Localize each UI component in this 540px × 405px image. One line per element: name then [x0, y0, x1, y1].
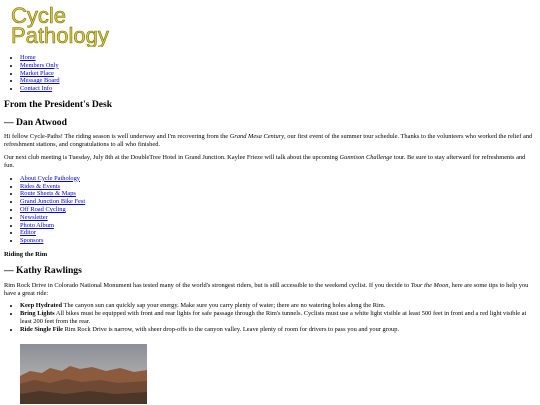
- link-photo-album[interactable]: Photo Album: [20, 221, 54, 229]
- grand-mesa-century-title: Grand Mesa Century: [229, 133, 285, 141]
- president-p1-text-b: , our first event of the summer tour schedule. Thanks to the volunteers who worked the relief and refreshment stations, and congratulations to all who finished.: [4, 133, 533, 149]
- link-item: [20, 206, 536, 214]
- link-editor[interactable]: Editor: [20, 229, 36, 237]
- nav-item: [20, 77, 536, 85]
- rim-intro-text-a: Rim Rock Drive in Colorado National Monument has tested many of the world's strongest riders, but is still accessible to the weekend cyclist. If you decide to: [4, 281, 411, 289]
- president-paragraph-2: [4, 154, 536, 170]
- link-item: [20, 229, 536, 237]
- nav-link-contact-info[interactable]: Contact Info: [20, 85, 53, 93]
- main-nav: [4, 54, 536, 93]
- nav-link-market-place[interactable]: Market Place: [20, 69, 54, 77]
- president-p2-text-a: Our next club meeting is Tuesday, July 8th at the DoubleTree Hotel in Grand Junction. Kaylee Frieze will talk about the upcoming: [4, 154, 340, 162]
- logo-line-2: Pathology: [11, 23, 109, 47]
- link-route-sheets[interactable]: Route Sheets & Maps: [20, 190, 76, 198]
- rim-intro: [4, 282, 536, 298]
- tip-item: [20, 302, 536, 310]
- link-sponsors[interactable]: Sponsors: [20, 237, 44, 245]
- tip-text: All bikes must be equipped with front and rear lights for safe passage through the Rim's tunnels. Cyclists must use a white light visible at least 500 feet in front and a red light visible at least 200 feet from the rear.: [20, 310, 527, 326]
- link-newsletter[interactable]: Newsletter: [20, 213, 48, 221]
- site-links: [4, 175, 536, 245]
- president-p2-text-b: tour. Be sure to stay afterward for refreshments and fun.: [4, 154, 526, 169]
- link-off-road[interactable]: Off Road Cycling: [20, 205, 66, 213]
- tour-the-moon-title: Tour the Moon: [410, 281, 449, 289]
- link-item: [20, 198, 536, 206]
- link-item: [20, 214, 536, 222]
- nav-link-message-board[interactable]: Message Board: [20, 77, 60, 85]
- tip-text: The canyon sun can quickly sap your energy. Make sure you carry plenty of water; there are no watering holes along the Rim.: [62, 302, 386, 310]
- rim-intro-text-b: , here are some tips to help you have a great ride:: [4, 281, 529, 297]
- site-logo[interactable]: [9, 3, 139, 47]
- link-item: [20, 183, 536, 191]
- rim-heading: Riding the Rim: [4, 251, 48, 259]
- president-paragraph-1: [4, 133, 536, 149]
- canyon-photo: [20, 344, 147, 404]
- nav-item: [20, 85, 536, 93]
- nav-item: [20, 62, 536, 70]
- rim-author: — Kathy Rawlings: [4, 265, 82, 277]
- canyon-landscape-image: [20, 344, 147, 404]
- tips-list: [4, 302, 536, 333]
- nav-item: [20, 54, 536, 62]
- tip-item: [20, 326, 536, 334]
- link-item: [20, 190, 536, 198]
- nav-link-home[interactable]: Home: [20, 54, 36, 61]
- link-rides-events[interactable]: Rides & Events: [20, 182, 61, 190]
- nav-link-members-only[interactable]: Members Only: [20, 61, 59, 69]
- logo-line-1: Cycle: [11, 3, 67, 28]
- tip-text: Rim Rock Drive is narrow, with sheer drop-offs to the canyon valley. Leave plenty of room for drivers to pass you and your group.: [62, 325, 400, 333]
- tip-title: Keep Hydrated: [20, 302, 63, 310]
- president-p1-text-a: Hi fellow Cycle-Paths! The riding season is well underway and I'm recovering from the: [4, 133, 230, 141]
- link-item: [20, 237, 536, 245]
- tip-title: Ride Single File: [20, 325, 63, 333]
- link-about[interactable]: About Cycle Pathology: [20, 174, 80, 182]
- tip-title: Bring Lights: [20, 310, 55, 318]
- link-item: [20, 222, 536, 230]
- logo-graphic: [9, 3, 139, 47]
- link-item: [20, 175, 536, 183]
- president-heading: From the President's Desk: [4, 99, 113, 111]
- nav-item: [20, 70, 536, 78]
- president-author: — Dan Atwood: [4, 116, 67, 128]
- gunnison-challenge-title: Gunnison Challenge: [339, 154, 393, 162]
- tip-item: [20, 310, 536, 326]
- link-bike-fest[interactable]: Grand Junction Bike Fest: [20, 198, 86, 206]
